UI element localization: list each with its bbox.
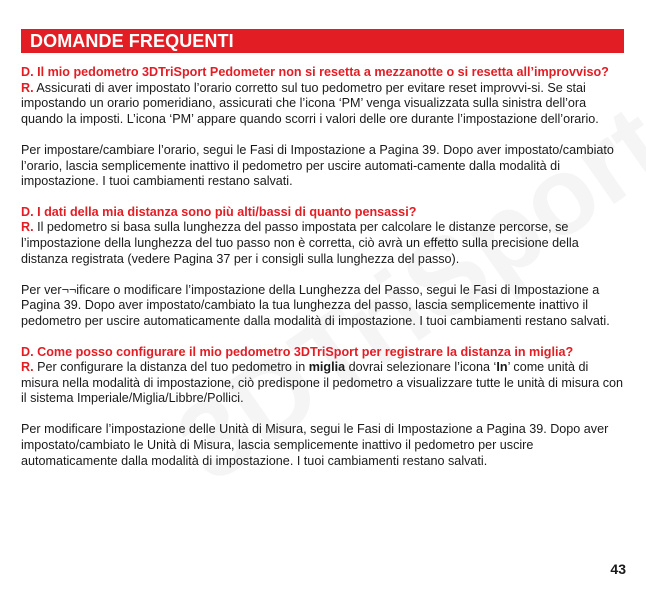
faq-question: D. I dati della mia distanza sono più alti/bassi di quanto pensassi? [21, 204, 417, 219]
answer-bold-term: In [496, 360, 508, 375]
faq-content [21, 65, 626, 484]
faq-item [21, 65, 626, 190]
faq-answer [21, 81, 626, 128]
faq-answer [21, 220, 626, 267]
section-header [21, 29, 624, 53]
answer-label: R. [21, 80, 34, 95]
answer-bold-term: miglia [308, 360, 346, 375]
page-number: 43 [610, 561, 626, 577]
faq-answer [21, 360, 626, 407]
answer-text: Per configurare la distanza del tuo pedometro in [33, 360, 309, 375]
answer-label: R. [21, 360, 34, 375]
faq-followup: Per modificare l’impostazione delle Unità di Misura, segui le Fasi di Impostazione a Pagina 39. Dopo aver impostato/cambiato le Unità di Misura, lascia semplicemente inattivo il pedometro per uscire automaticamente dalla modalità di impostazione. I tuoi cambiamenti restano salvati. [21, 422, 609, 468]
answer-label: R. [21, 220, 34, 235]
answer-text: Il pedometro si basa sulla lunghezza del passo impostata per calcolare le distanze percorse, se l’impostazione della lunghezza del tuo passo non è corretta, ciò avrà un effetto sulla precisione della distanza registrata (vedere Pagina 37 per i consigli sulla lunghezza del passo). [21, 220, 579, 266]
faq-question: D. Il mio pedometro 3DTriSport Pedometer non si resetta a mezzanotte o si resetta all’improvviso? [21, 65, 609, 79]
answer-text: ’ come unità di misura nella modalità di impostazione, ciò predispone il pedometro a visualizzare tutte le unità di misura con il sistema Imperiale/Miglia/Libbre/Pollici. [21, 360, 624, 406]
faq-followup: Per impostare/cambiare l’orario, segui le Fasi di Impostazione a Pagina 39. Dopo aver impostato/cambiato l’orario, lascia semplicemente inattivo il pedometro per uscire automati-camente dalla modalità di impostazione. I tuoi cambiamenti restano salvati. [21, 142, 614, 189]
faq-item [21, 345, 626, 470]
faq-item [21, 205, 626, 330]
faq-followup: Per ver¬¬ificare o modificare l’impostazione della Lunghezza del Passo, segui le Fasi di Impostazione a Pagina 39. Dopo aver impostato/cambiato la tua lunghezza del passo, lascia semplicemente inattivo il pedometro per uscire automaticamente dalla modalità di impostazione. I tuoi cambiamenti restano salvati. [21, 282, 610, 328]
section-title: DOMANDE FREQUENTI [30, 31, 234, 51]
faq-question: D. Come posso configurare il mio pedometro 3DTriSport per registrare la distanza in miglia? [21, 344, 574, 359]
answer-text: Assicurati di aver impostato l’orario corretto sul tuo pedometro per evitare reset improvvi-si. Se stai impostando un orario pomeridiano, assicurati che l’icona ‘PM’ venga visualizzata sulla sinistra dell’ora quando la imposti. L’icona ‘PM’ appare quando scorri i valori delle ore durante l’impostazione dell’orario. [21, 80, 599, 126]
answer-text: dovrai selezionare l’icona ‘ [345, 360, 497, 375]
